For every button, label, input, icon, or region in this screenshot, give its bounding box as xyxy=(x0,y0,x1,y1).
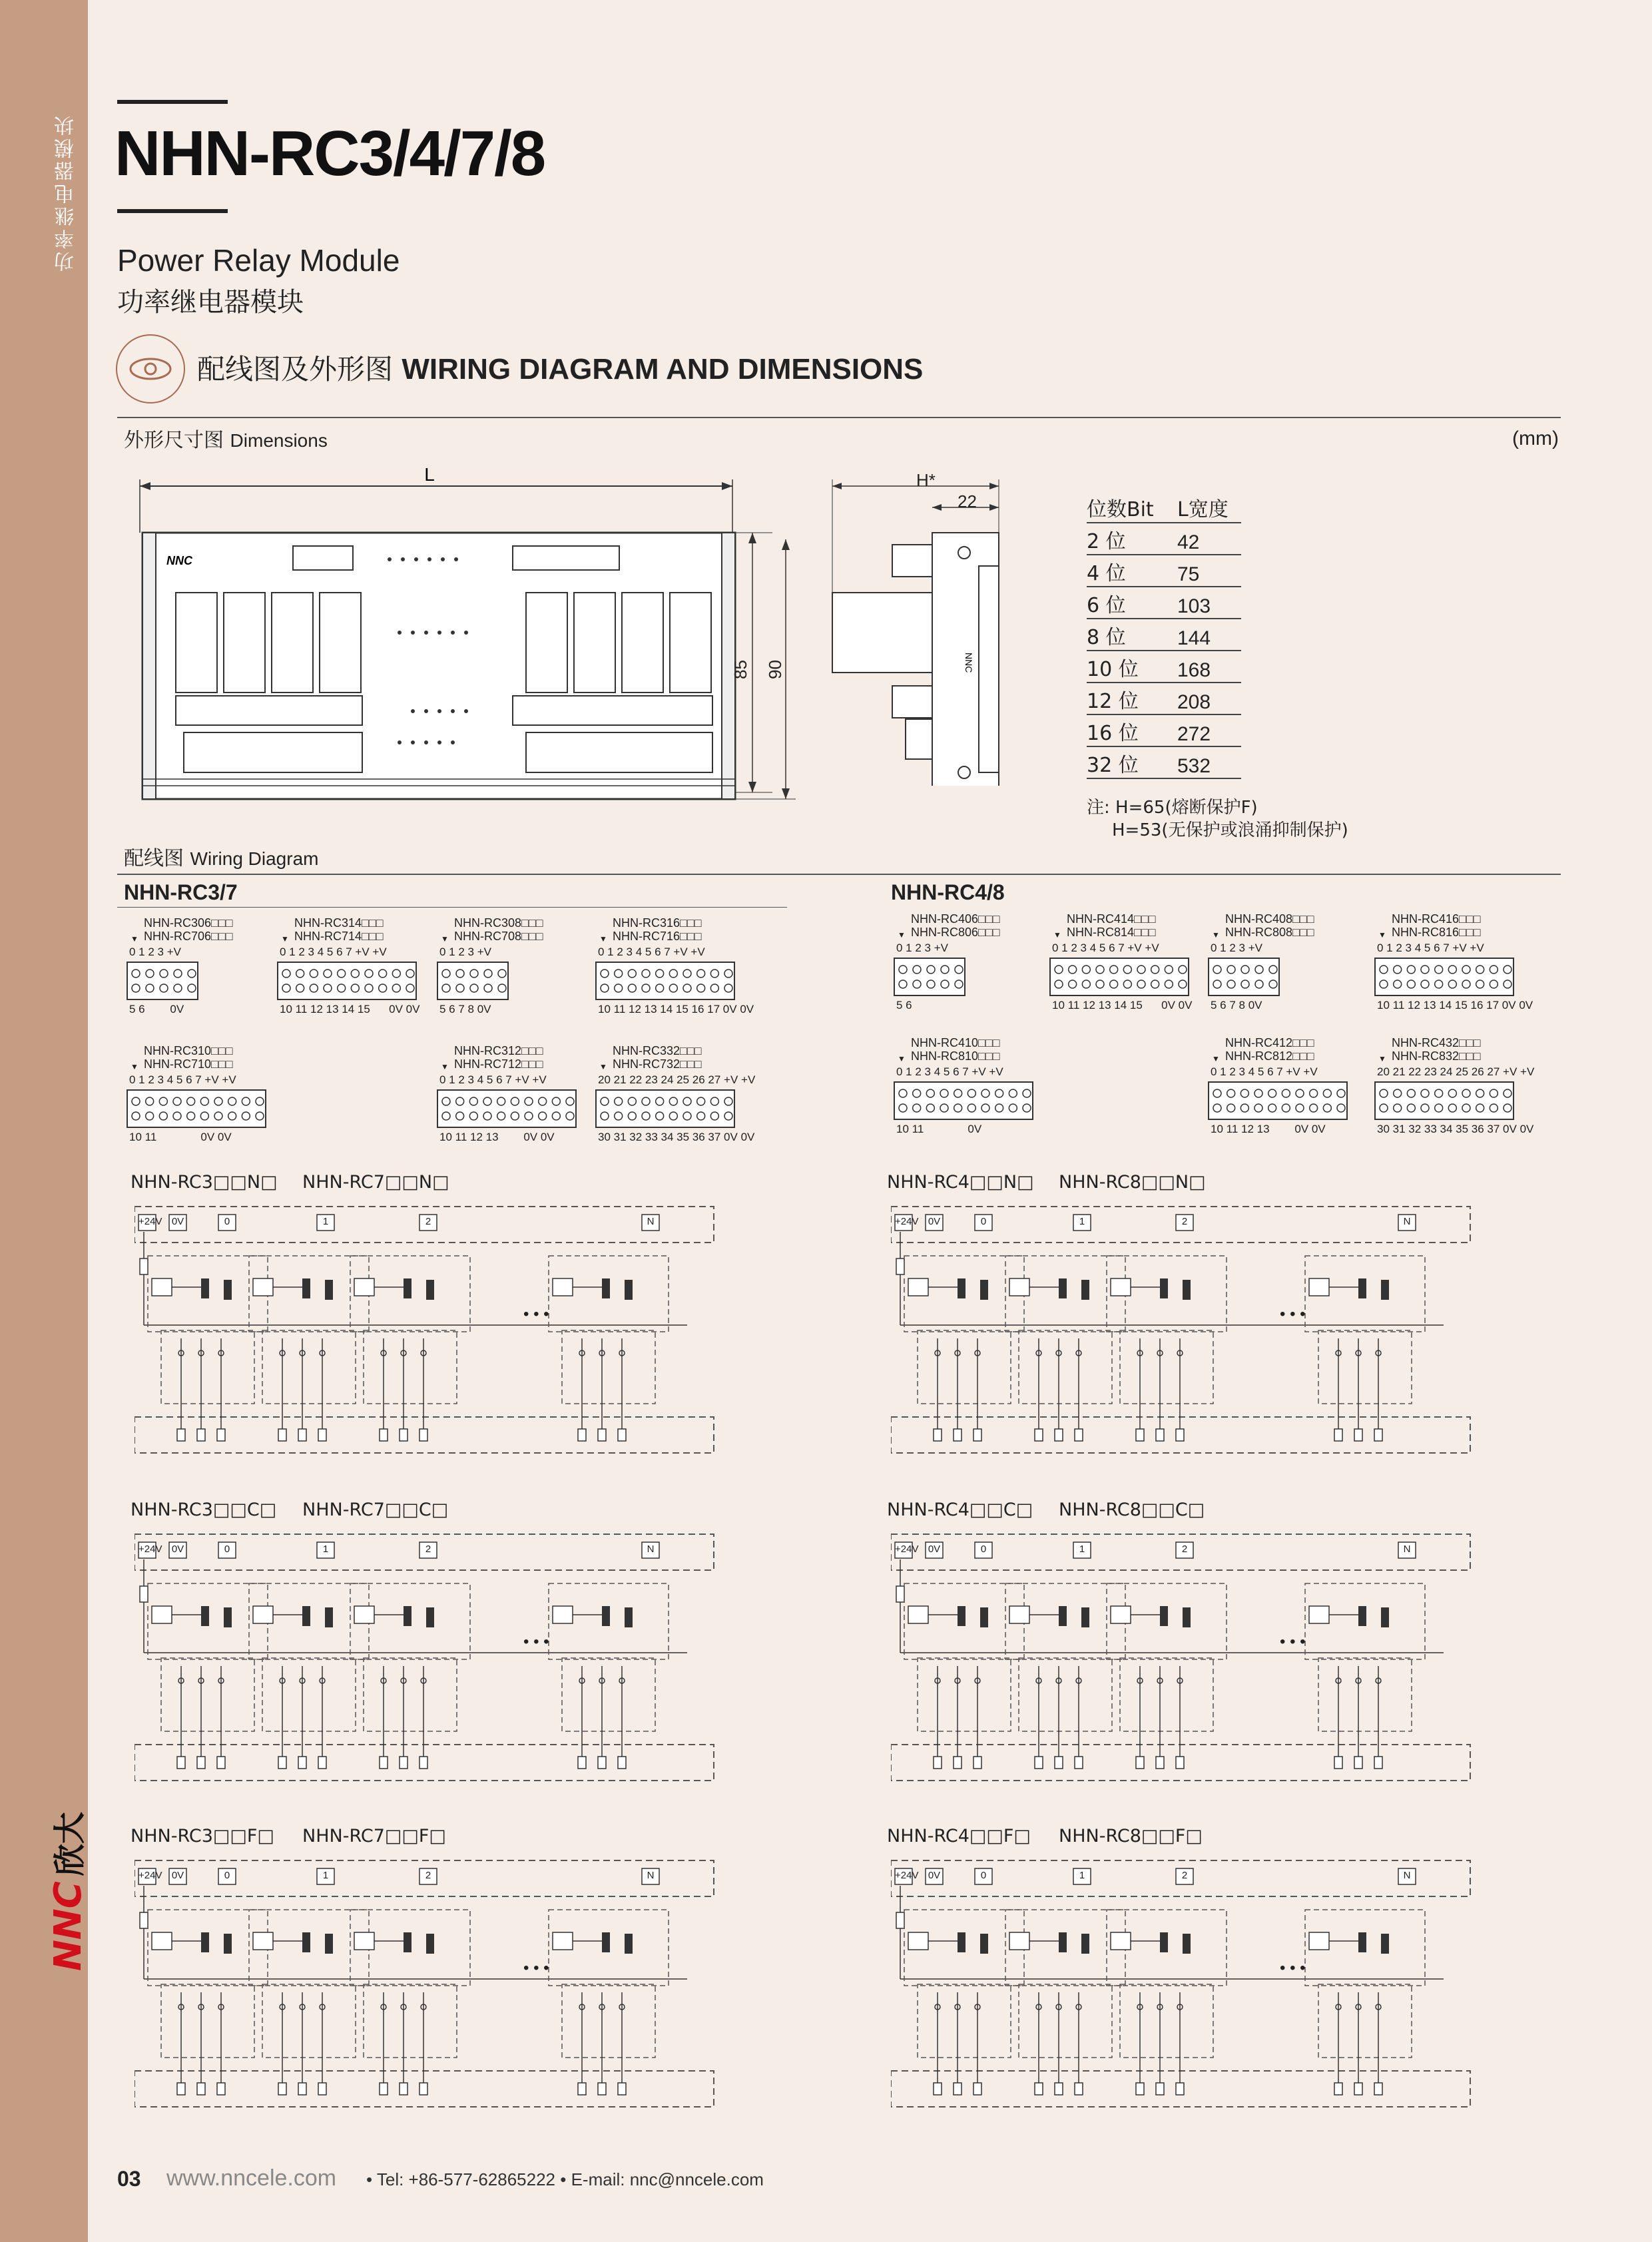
model-name: NHN-RC816□□□ xyxy=(1392,926,1481,939)
terminal-top-labels: 0 1 2 3 +V xyxy=(439,946,491,958)
brand-logo-nnc: NNC xyxy=(47,1881,90,1971)
model-name: NHN-RC312□□□ xyxy=(454,1044,543,1057)
schematic-input-label: 1 xyxy=(322,1216,329,1227)
model-name: NHN-RC732□□□ xyxy=(613,1057,702,1071)
dimensions-label-en: Dimensions xyxy=(230,430,328,451)
width-cell: 532 xyxy=(1177,746,1241,778)
model-name: NHN-RC414□□□ xyxy=(1067,912,1156,926)
terminal-block xyxy=(1049,958,1189,996)
pin-marker-icon: ▼ xyxy=(599,934,607,944)
schematic-title: NHN-RC8□□N□ xyxy=(1059,1172,1206,1193)
schematic-diagram xyxy=(891,1859,1484,2125)
terminal-bottom-labels: 5 6 7 8 0V xyxy=(439,1003,491,1015)
model-name: NHN-RC712□□□ xyxy=(454,1057,543,1071)
left-terminal-block xyxy=(124,1044,277,1144)
schematic-input-label: 2 xyxy=(425,1543,431,1555)
terminal-bottom-labels: 5 6 xyxy=(896,999,912,1011)
terminal-bottom-labels: 30 31 32 33 34 35 36 37 0V 0V xyxy=(598,1131,755,1143)
width-cell: 75 xyxy=(1177,555,1241,587)
pin-marker-icon: ▼ xyxy=(1378,1054,1386,1063)
section-rule xyxy=(117,417,1561,418)
schematic-input-label: 0 xyxy=(980,1216,987,1227)
wiring-label xyxy=(124,842,318,871)
width-cell: 144 xyxy=(1177,619,1241,651)
table-row xyxy=(1087,587,1241,619)
terminal-top-labels: 20 21 22 23 24 25 26 27 +V +V xyxy=(1377,1065,1535,1078)
schematic-input-label: 0 xyxy=(224,1543,230,1555)
model-name: NHN-RC714□□□ xyxy=(294,930,384,943)
terminal-top-labels: 0 1 2 3 4 5 6 7 +V +V xyxy=(439,1073,547,1086)
schematic-title: NHN-RC3□□N□ xyxy=(131,1172,278,1193)
terminal-block xyxy=(595,962,735,1000)
terminal-top-labels: 0 1 2 3 +V xyxy=(1211,942,1262,954)
schematic-title: NHN-RC4□□C□ xyxy=(887,1500,1033,1520)
pin-marker-icon: ▼ xyxy=(898,930,906,940)
dimensions-label-cn: 外形尺寸图 xyxy=(124,429,224,452)
section-heading-cn: 配线图及外形图 xyxy=(197,353,394,386)
schematic-input-label: 0 xyxy=(980,1870,987,1881)
terminal-bottom-labels: 10 11 12 13 0V 0V xyxy=(439,1131,555,1143)
schematic-input-label: 2 xyxy=(1181,1543,1188,1555)
width-cell: 103 xyxy=(1177,587,1241,619)
eye-icon xyxy=(116,334,185,404)
schematic-title: NHN-RC4□□N□ xyxy=(887,1172,1034,1193)
schematic-input-label: 1 xyxy=(1079,1870,1085,1881)
note-line-2: H=53(无保护或浪涌抑制保护) xyxy=(1112,820,1348,840)
sidebar-category: 功率继电器模块 xyxy=(55,113,78,272)
table-row xyxy=(1087,619,1241,651)
terminal-top-labels: 0 1 2 3 4 5 6 7 +V +V xyxy=(1211,1065,1318,1078)
model-name: NHN-RC412□□□ xyxy=(1225,1036,1314,1049)
schematic-diagram xyxy=(135,1533,727,1799)
brand-logo xyxy=(44,1812,90,1971)
schematic-title: NHN-RC8□□C□ xyxy=(1059,1500,1205,1520)
model-name: NHN-RC710□□□ xyxy=(144,1057,233,1071)
schematic-input-label: +24V xyxy=(895,1543,919,1555)
model-name: NHN-RC808□□□ xyxy=(1225,926,1314,939)
schematic-input-label: N xyxy=(647,1543,655,1555)
model-name: NHN-RC716□□□ xyxy=(613,930,702,943)
schematic-input-label: 0V xyxy=(171,1870,184,1881)
brand-name-cn: 欣大 xyxy=(51,1812,89,1876)
model-name: NHN-RC316□□□ xyxy=(613,916,702,930)
pin-marker-icon: ▼ xyxy=(599,1062,607,1071)
terminal-top-labels: 0 1 2 3 4 5 6 7 +V +V xyxy=(280,946,387,958)
table-row xyxy=(1087,683,1241,714)
dim-90-label: 90 xyxy=(764,660,785,679)
model-name: NHN-RC306□□□ xyxy=(144,916,233,930)
terminal-bottom-labels: 10 11 0V 0V xyxy=(129,1131,232,1143)
terminal-block xyxy=(1374,958,1514,996)
terminal-block xyxy=(595,1089,735,1128)
terminal-bottom-labels: 10 11 12 13 14 15 0V 0V xyxy=(1052,999,1193,1011)
section-heading-en: WIRING DIAGRAM AND DIMENSIONS xyxy=(402,353,924,386)
title-rule-top xyxy=(117,100,228,104)
pin-marker-icon: ▼ xyxy=(1378,930,1386,940)
dimensions-note xyxy=(1087,796,1348,842)
pin-marker-icon: ▼ xyxy=(131,934,138,944)
terminal-bottom-labels: 5 6 0V xyxy=(129,1003,184,1015)
schematic-input-label: N xyxy=(1403,1216,1411,1227)
svg-text:NNC: NNC xyxy=(964,653,974,673)
terminal-top-labels: 0 1 2 3 4 5 6 7 +V +V xyxy=(896,1065,1003,1078)
dim-l-label: L xyxy=(424,466,435,485)
terminal-bottom-labels: 10 11 12 13 14 15 0V 0V xyxy=(280,1003,420,1015)
contact-info: • Tel: +86-577-62865222 • E-mail: nnc@nncele.com xyxy=(366,2169,764,2189)
pin-marker-icon: ▼ xyxy=(1212,1054,1220,1063)
pin-marker-icon: ▼ xyxy=(441,934,449,944)
schematic-input-label: +24V xyxy=(138,1543,162,1555)
table-row xyxy=(1087,714,1241,746)
right-terminal-block xyxy=(1372,1036,1535,1136)
terminal-block xyxy=(127,962,198,1000)
schematic-input-label: 2 xyxy=(425,1216,431,1227)
terminal-block xyxy=(127,1089,266,1128)
terminal-block xyxy=(437,1089,577,1128)
model-name: NHN-RC814□□□ xyxy=(1067,926,1156,939)
front-view-drawing xyxy=(133,466,799,819)
terminal-top-labels: 0 1 2 3 4 5 6 7 +V +V xyxy=(598,946,705,958)
model-name: NHN-RC810□□□ xyxy=(911,1049,1000,1063)
pin-marker-icon: ▼ xyxy=(441,1062,449,1071)
pin-marker-icon: ▼ xyxy=(1053,930,1061,940)
schematic-input-label: N xyxy=(1403,1543,1411,1555)
dimensions-label xyxy=(124,423,328,453)
svg-text:NNC: NNC xyxy=(166,554,192,567)
schematic-title: NHN-RC7□□N□ xyxy=(302,1172,449,1193)
terminal-bottom-labels: 10 11 12 13 14 15 16 17 0V 0V xyxy=(598,1003,754,1015)
model-name: NHN-RC406□□□ xyxy=(911,912,1000,926)
schematic-input-label: 0 xyxy=(980,1543,987,1555)
bit-cell: 8 位 xyxy=(1087,619,1177,651)
table-row xyxy=(1087,746,1241,778)
model-name: NHN-RC432□□□ xyxy=(1392,1036,1481,1049)
bit-cell: 2 位 xyxy=(1087,523,1177,555)
pin-marker-icon: ▼ xyxy=(281,934,289,944)
model-name: NHN-RC410□□□ xyxy=(911,1036,1000,1049)
note-line-1: 注: H=65(熔断保护F) xyxy=(1087,798,1258,818)
terminal-block xyxy=(1374,1081,1514,1120)
schematic-input-label: +24V xyxy=(138,1870,162,1881)
left-terminal-block xyxy=(434,1044,587,1144)
terminal-top-labels: 0 1 2 3 4 5 6 7 +V +V xyxy=(1052,942,1159,954)
continuation-ellipsis: • • • xyxy=(1280,1305,1306,1323)
left-terminal-block xyxy=(274,916,427,1016)
side-view-drawing xyxy=(819,466,1032,786)
schematic-input-label: N xyxy=(1403,1870,1411,1881)
terminal-top-labels: 0 1 2 3 4 5 6 7 +V +V xyxy=(129,1073,236,1086)
schematic-diagram xyxy=(891,1205,1484,1472)
model-name: NHN-RC308□□□ xyxy=(454,916,543,930)
terminal-block xyxy=(894,958,965,996)
schematic-input-label: N xyxy=(647,1870,655,1881)
website-link[interactable]: www.nncele.com xyxy=(166,2165,337,2191)
schematic-title: NHN-RC7□□C□ xyxy=(302,1500,449,1520)
wiring-rule xyxy=(117,874,1561,875)
terminal-bottom-labels: 5 6 7 8 0V xyxy=(1211,999,1262,1011)
wiring-label-en: Wiring Diagram xyxy=(190,848,319,869)
model-name: NHN-RC708□□□ xyxy=(454,930,543,943)
model-name: NHN-RC706□□□ xyxy=(144,930,233,943)
continuation-ellipsis: • • • xyxy=(523,1633,549,1651)
bit-table-header xyxy=(1087,491,1241,523)
terminal-bottom-labels: 30 31 32 33 34 35 36 37 0V 0V xyxy=(1377,1123,1534,1135)
terminal-top-labels: 0 1 2 3 +V xyxy=(129,946,181,958)
model-name: NHN-RC416□□□ xyxy=(1392,912,1481,926)
model-name: NHN-RC806□□□ xyxy=(911,926,1000,939)
right-terminal-block xyxy=(1205,1036,1358,1136)
schematic-input-label: 0V xyxy=(928,1870,941,1881)
continuation-ellipsis: • • • xyxy=(523,1959,549,1977)
width-cell: 272 xyxy=(1177,714,1241,746)
schematic-diagram xyxy=(135,1859,727,2125)
schematic-title: NHN-RC7□□F□ xyxy=(302,1826,446,1846)
wiring-label-cn: 配线图 xyxy=(124,847,184,870)
page-title: NHN-RC3/4/7/8 xyxy=(115,118,545,189)
continuation-ellipsis: • • • xyxy=(523,1305,549,1323)
terminal-top-labels: 20 21 22 23 24 25 26 27 +V +V xyxy=(598,1073,756,1086)
bit-cell: 16 位 xyxy=(1087,714,1177,746)
terminal-bottom-labels: 10 11 0V xyxy=(896,1123,982,1135)
bit-cell: 32 位 xyxy=(1087,746,1177,778)
table-row xyxy=(1087,555,1241,587)
pin-marker-icon: ▼ xyxy=(131,1062,138,1071)
bit-table-col1-header: 位数Bit xyxy=(1087,491,1177,523)
left-terminal-block xyxy=(434,916,587,1016)
title-rule-bottom xyxy=(117,209,228,213)
model-name: NHN-RC832□□□ xyxy=(1392,1049,1481,1063)
bit-cell: 10 位 xyxy=(1087,651,1177,683)
schematic-input-label: 1 xyxy=(1079,1216,1085,1227)
schematic-input-label: 0V xyxy=(171,1216,184,1227)
group-left-rule xyxy=(117,907,787,908)
terminal-top-labels: 0 1 2 3 +V xyxy=(896,942,948,954)
pin-marker-icon: ▼ xyxy=(898,1054,906,1063)
sidebar xyxy=(0,0,88,2242)
terminal-block xyxy=(894,1081,1033,1120)
model-name: NHN-RC310□□□ xyxy=(144,1044,233,1057)
dim-h-label: H* xyxy=(916,470,936,490)
schematic-input-label: 0V xyxy=(928,1216,941,1227)
left-terminal-block xyxy=(593,1044,756,1144)
schematic-title: NHN-RC3□□C□ xyxy=(131,1500,277,1520)
terminal-top-labels: 0 1 2 3 4 5 6 7 +V +V xyxy=(1377,942,1484,954)
bit-cell: 4 位 xyxy=(1087,555,1177,587)
schematic-input-label: 2 xyxy=(1181,1216,1188,1227)
width-cell: 208 xyxy=(1177,683,1241,714)
right-terminal-block xyxy=(891,912,1044,1012)
unit-label: (mm) xyxy=(1512,427,1559,449)
continuation-ellipsis: • • • xyxy=(1280,1959,1306,1977)
model-name: NHN-RC408□□□ xyxy=(1225,912,1314,926)
left-terminal-block xyxy=(593,916,754,1016)
schematic-input-label: 2 xyxy=(1181,1870,1188,1881)
dim-22-label: 22 xyxy=(958,491,977,511)
schematic-input-label: 1 xyxy=(1079,1543,1085,1555)
table-row xyxy=(1087,523,1241,555)
terminal-block xyxy=(437,962,509,1000)
right-terminal-block xyxy=(1372,912,1533,1012)
bit-cell: 6 位 xyxy=(1087,587,1177,619)
terminal-block xyxy=(1208,958,1280,996)
schematic-diagram xyxy=(135,1205,727,1472)
schematic-title: NHN-RC3□□F□ xyxy=(131,1826,274,1846)
group-right-heading: NHN-RC4/8 xyxy=(891,880,1005,904)
right-terminal-block xyxy=(891,1036,1044,1136)
terminal-block xyxy=(1208,1081,1348,1120)
width-cell: 42 xyxy=(1177,523,1241,555)
model-name: NHN-RC314□□□ xyxy=(294,916,384,930)
terminal-block xyxy=(277,962,417,1000)
subtitle-en: Power Relay Module xyxy=(117,243,400,278)
right-terminal-block xyxy=(1205,912,1358,1012)
schematic-input-label: 0 xyxy=(224,1870,230,1881)
bit-cell: 12 位 xyxy=(1087,683,1177,714)
schematic-input-label: 2 xyxy=(425,1870,431,1881)
width-cell: 168 xyxy=(1177,651,1241,683)
pin-marker-icon: ▼ xyxy=(1212,930,1220,940)
schematic-title: NHN-RC4□□F□ xyxy=(887,1826,1031,1846)
bit-width-table xyxy=(1087,491,1241,779)
bit-table-col2-header: L宽度 xyxy=(1177,491,1241,523)
model-name: NHN-RC812□□□ xyxy=(1225,1049,1314,1063)
schematic-input-label: 1 xyxy=(322,1870,329,1881)
schematic-input-label: +24V xyxy=(895,1870,919,1881)
group-left-heading: NHN-RC3/7 xyxy=(124,880,238,904)
schematic-input-label: 0V xyxy=(928,1543,941,1555)
schematic-title: NHN-RC8□□F□ xyxy=(1059,1826,1203,1846)
schematic-input-label: 0V xyxy=(171,1543,184,1555)
section-heading xyxy=(197,348,923,388)
terminal-bottom-labels: 10 11 12 13 14 15 16 17 0V 0V xyxy=(1377,999,1533,1011)
schematic-input-label: N xyxy=(647,1216,655,1227)
table-row xyxy=(1087,651,1241,683)
schematic-input-label: 0 xyxy=(224,1216,230,1227)
schematic-input-label: 1 xyxy=(322,1543,329,1555)
terminal-bottom-labels: 10 11 12 13 0V 0V xyxy=(1211,1123,1326,1135)
dim-85-label: 85 xyxy=(730,660,750,679)
page-number: 03 xyxy=(117,2167,141,2191)
continuation-ellipsis: • • • xyxy=(1280,1633,1306,1651)
right-terminal-block xyxy=(1047,912,1200,1012)
schematic-input-label: +24V xyxy=(895,1216,919,1227)
schematic-input-label: +24V xyxy=(138,1216,162,1227)
schematic-diagram xyxy=(891,1533,1484,1799)
model-name: NHN-RC332□□□ xyxy=(613,1044,702,1057)
left-terminal-block xyxy=(124,916,277,1016)
subtitle-cn: 功率继电器模块 xyxy=(117,287,304,318)
